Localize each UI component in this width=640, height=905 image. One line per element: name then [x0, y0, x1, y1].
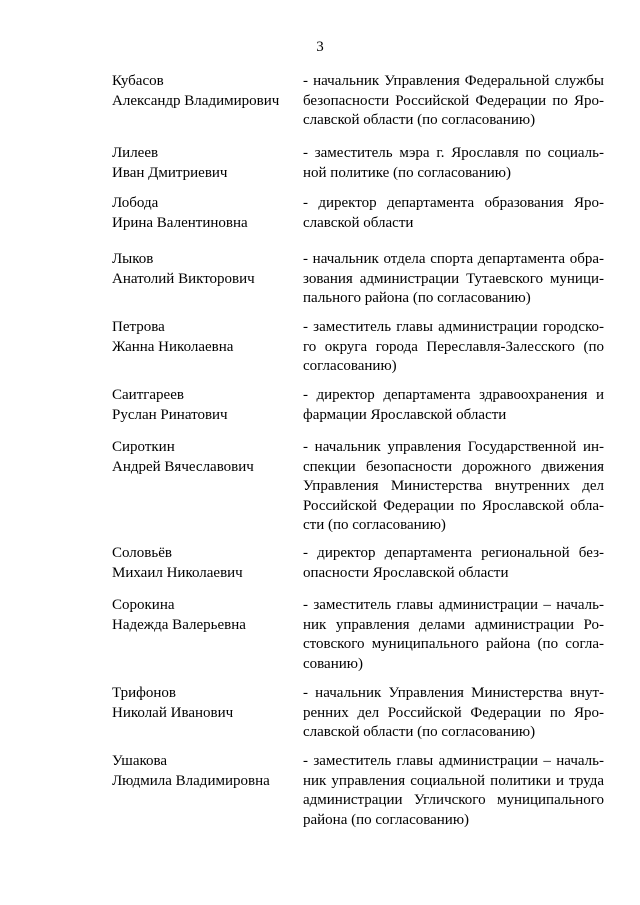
member-role [303, 386, 604, 425]
member-surname: Трифонов [112, 685, 176, 701]
member-surname: Лыков [112, 251, 154, 267]
member-name [112, 596, 297, 635]
member-role-line: славской области [303, 214, 414, 231]
member-role-line: ренних дел Российской Федерации по Яро- [303, 704, 604, 721]
member-name [112, 544, 297, 583]
member-name [112, 72, 297, 111]
member-role-line: администрации Угличского муниципального [303, 792, 604, 808]
member-role-line: ник управления делами администрации Ро- [303, 616, 604, 633]
member-given-names: Жанна Николаевна [112, 338, 234, 355]
member-name [112, 438, 297, 477]
member-role-line: пального района (по согласованию) [303, 290, 531, 306]
member-name [112, 318, 297, 357]
member-name [112, 684, 297, 723]
member-given-names: Иван Дмитриевич [112, 164, 228, 181]
member-role [303, 752, 604, 830]
member-surname: Сорокина [112, 597, 175, 613]
member-role [303, 596, 604, 674]
member-role-line: сованию) [303, 655, 363, 672]
member-role-line: Управления Министерства внутренних дел [303, 478, 604, 494]
member-given-names: Руслан Ринатович [112, 406, 228, 423]
member-role-line: района (по согласованию) [303, 811, 470, 828]
member-role-line: стовского муниципального района (по согла- [303, 636, 604, 652]
member-role [303, 544, 604, 583]
member-role-line: безопасности Российской Федерации по Яро- [303, 92, 604, 109]
member-role-line: согласованию) [303, 358, 397, 374]
member-role-line: Российской Федерации по Ярославской обла- [303, 497, 604, 514]
member-given-names: Людмила Владимировна [112, 772, 270, 789]
member-surname: Лобода [112, 195, 159, 211]
member-role [303, 684, 604, 743]
member-role [303, 250, 604, 309]
member-role-line: го округа города Переславля-Залесского (по [303, 338, 604, 355]
member-surname: Петрова [112, 319, 165, 335]
member-role [303, 72, 604, 131]
member-role-line: зования администрации Тутаевского муници- [303, 270, 604, 287]
member-role-line: славской области (по согласованию) [303, 112, 536, 128]
member-surname: Саитгареев [112, 387, 184, 403]
member-name [112, 250, 297, 289]
member-surname: Лилеев [112, 145, 159, 161]
member-role-line: - начальник управления Государственной ин- [303, 439, 604, 455]
member-given-names: Михаил Николаевич [112, 564, 243, 581]
member-role [303, 318, 604, 377]
member-name [112, 386, 297, 425]
member-role-line: ной политике (по согласованию) [303, 164, 511, 181]
member-role-line: - директор департамента региональной без- [303, 545, 604, 561]
member-given-names: Александр Владимирович [112, 92, 280, 109]
member-given-names: Надежда Валерьевна [112, 616, 246, 633]
member-role-line: опасности Ярославской области [303, 564, 509, 581]
member-surname: Ушакова [112, 753, 168, 769]
member-role-line: - заместитель мэра г. Ярославля по социаль- [303, 145, 604, 161]
member-role-line: спекции безопасности дорожного движения [303, 458, 604, 475]
member-role-line: - начальник Управления Федеральной службы [303, 73, 604, 89]
member-role-line: сти (по согласованию) [303, 517, 446, 533]
member-role-line: - начальник отдела спорта департамента обра- [303, 251, 604, 267]
member-role-line: - директор департамента образования Яро- [303, 195, 604, 211]
member-role [303, 144, 604, 183]
member-role-line: - директор департамента здравоохранения и [303, 387, 604, 403]
member-name [112, 144, 297, 183]
member-name [112, 752, 297, 791]
member-surname: Сироткин [112, 439, 175, 455]
member-role-line: ник управления социальной политики и труда [303, 772, 604, 789]
member-role-line: - начальник Управления Министерства внут- [303, 685, 604, 701]
member-surname: Соловьёв [112, 545, 172, 561]
member-role-line: - заместитель главы администрации – началь- [303, 753, 604, 769]
member-role-line: - заместитель главы администрации городско- [303, 319, 604, 335]
member-given-names: Анатолий Викторович [112, 270, 255, 287]
member-name [112, 194, 297, 233]
member-role [303, 194, 604, 233]
member-role [303, 438, 604, 536]
member-role-line: славской области (по согласованию) [303, 724, 536, 740]
member-given-names: Николай Иванович [112, 704, 234, 721]
member-surname: Кубасов [112, 73, 164, 89]
member-given-names: Андрей Вячеславович [112, 458, 254, 475]
member-given-names: Ирина Валентиновна [112, 214, 248, 231]
page-number: 3 [316, 39, 324, 55]
member-role-line: фармации Ярославской области [303, 406, 507, 423]
member-role-line: - заместитель главы администрации – началь- [303, 597, 604, 613]
